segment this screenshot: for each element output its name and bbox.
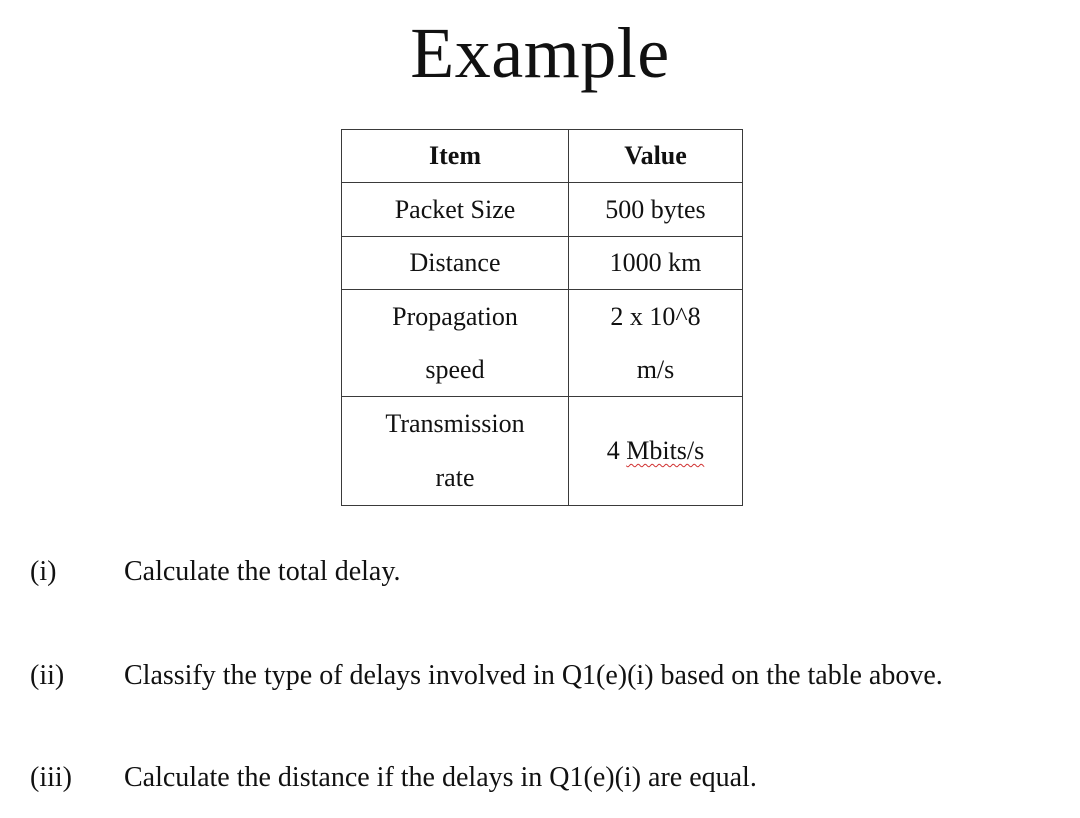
page-title: Example [410,13,670,93]
header-item: Item [342,130,569,183]
cell-text-line: 2 x 10^8 [610,302,701,331]
question-text: Calculate the distance if the delays in Q1(e)(i) are equal. [124,762,757,793]
table-row [342,397,743,506]
cell-value-packet-size: 500 bytes [569,183,743,237]
cell-item-propagation-speed [342,290,569,397]
cell-item-packet-size: Packet Size [342,183,569,237]
cell-item-transmission-rate [342,397,569,506]
value-number: 4 [606,436,620,465]
cell-text-line: rate [435,463,475,492]
cell-text-line: Propagation [392,302,518,331]
question-number: (ii) [30,660,65,691]
value-unit-spellcheck-underlined: Mbits/s [626,436,705,465]
cell-value-propagation-speed [569,290,743,397]
cell-text-line: speed [425,355,485,384]
table-row [342,290,743,397]
question-text: Calculate the total delay. [124,556,401,587]
question-text: Classify the type of delays involved in Q1(e)(i) based on the table above. [124,660,943,691]
question-number: (i) [30,556,57,587]
header-value: Value [569,130,743,183]
cell-value-transmission-rate [569,397,743,506]
cell-text-line: Transmission [385,409,525,438]
cell-item-distance: Distance [342,237,569,290]
parameters-table [341,129,743,506]
cell-text-line: m/s [636,355,675,384]
question-number: (iii) [30,762,72,793]
table-row [342,237,743,290]
table-header-row [342,130,743,183]
table-row [342,183,743,237]
cell-value-distance: 1000 km [569,237,743,290]
